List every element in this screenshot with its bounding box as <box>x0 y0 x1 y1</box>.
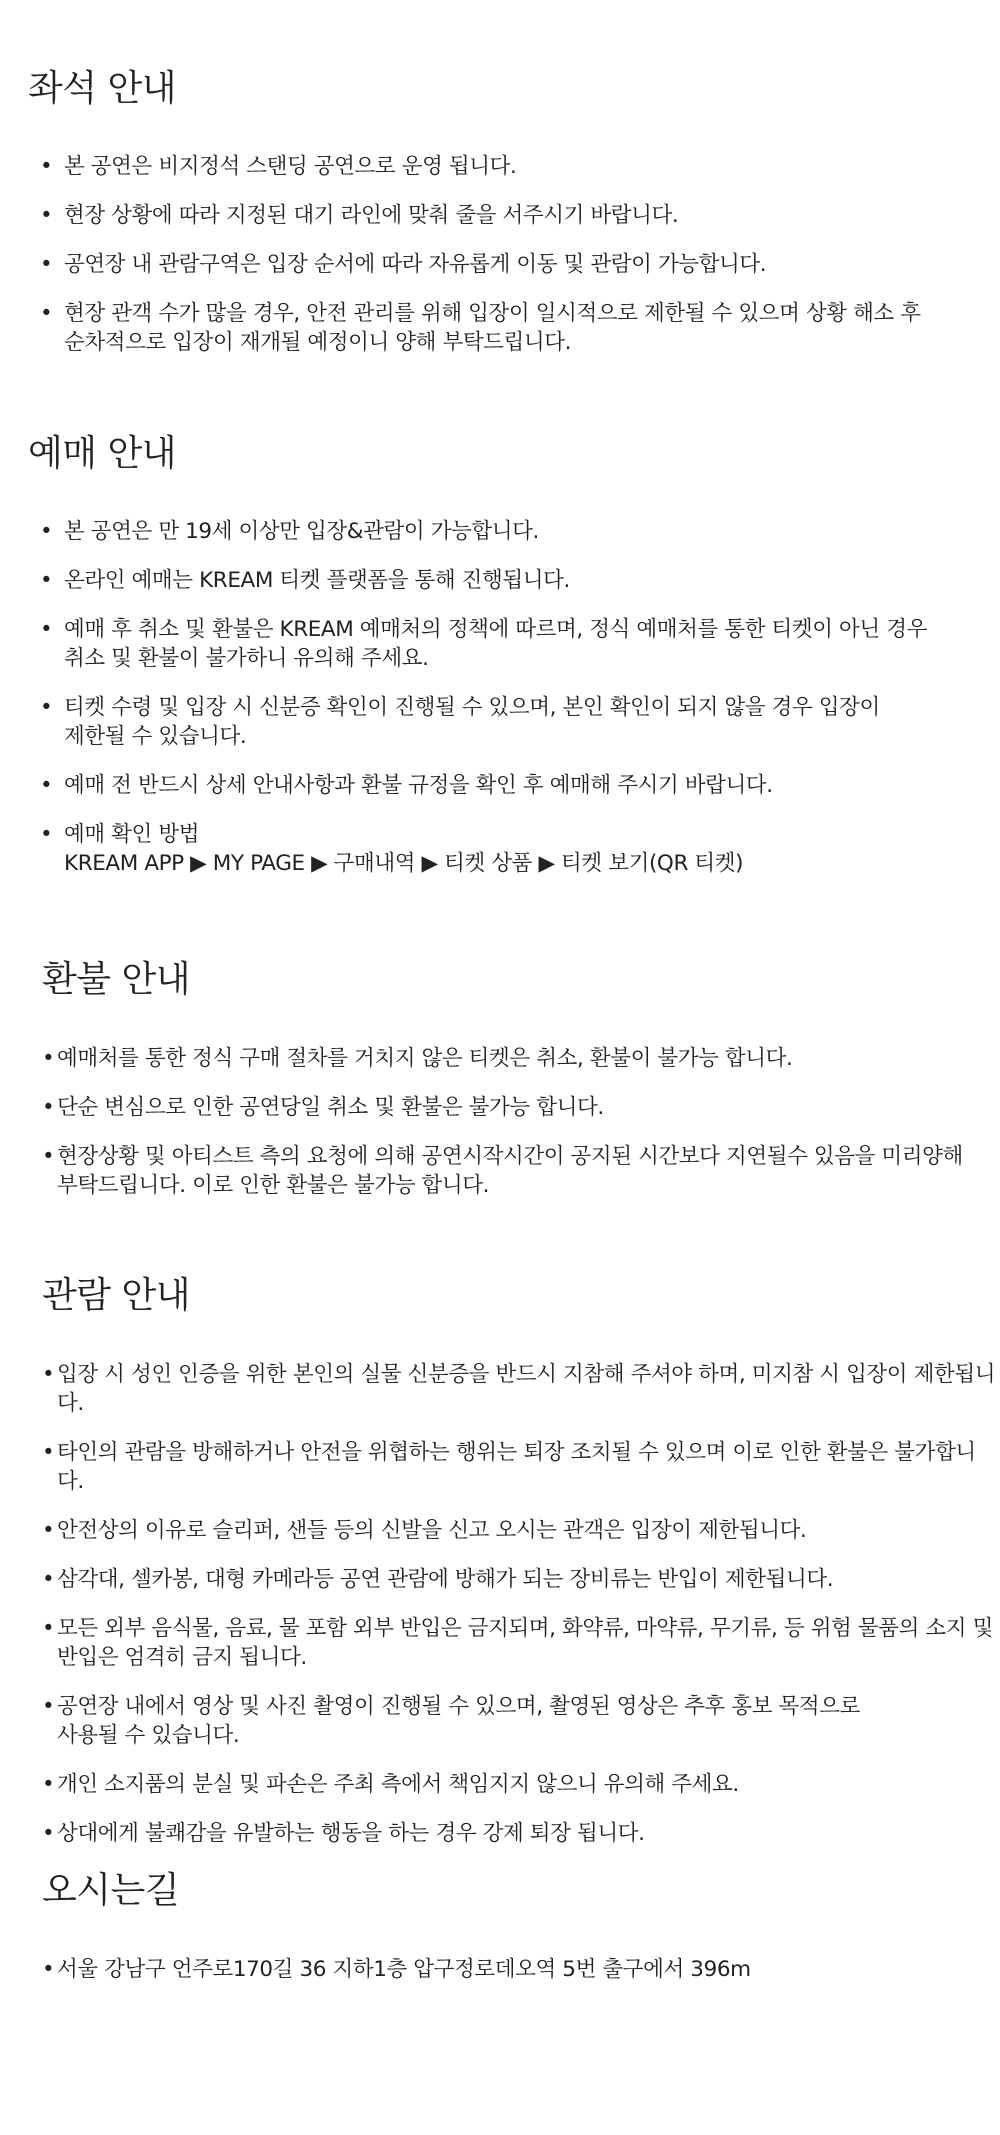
list-item: • 타인의 관람을 방해하거나 안전을 위협하는 행위는 퇴장 조치될 수 있으며 이로 인한 환불은 불가합니다. <box>42 1440 976 1494</box>
bullet-icon: • <box>42 1095 55 1120</box>
list-item: • 예매 전 반드시 상세 안내사항과 환불 규정을 확인 후 예매해 주시기 바랍니다. <box>40 773 773 798</box>
bullet-icon: • <box>42 1046 55 1071</box>
section-title: 좌석 안내 <box>28 68 177 109</box>
bullet-icon: • <box>40 773 53 798</box>
section-ticketing <box>0 432 1000 898</box>
list-item: • 삼각대, 셀카봉, 대형 카메라등 공연 관람에 방해가 되는 장비류는 반입이 제한됩니다. <box>42 1567 834 1592</box>
section-title: 예매 안내 <box>28 433 177 474</box>
bullet-icon: • <box>40 695 53 720</box>
bullet-icon: • <box>40 203 53 228</box>
list-item: • 티켓 수령 및 입장 시 신분증 확인이 진행될 수 있으며, 본인 확인이 되지 않을 경우 입장이 제한될 수 있습니다. <box>40 695 880 749</box>
bullet-list <box>0 517 1000 878</box>
list-item: • 안전상의 이유로 슬리퍼, 샌들 등의 신발을 신고 오시는 관객은 입장이 제한됩니다. <box>42 1518 807 1543</box>
bullet-icon: • <box>42 1567 55 1592</box>
section-title: 환불 안내 <box>42 959 191 1000</box>
list-item: • 단순 변심으로 인한 공연당일 취소 및 환불은 불가능 합니다. <box>42 1095 604 1120</box>
bullet-icon: • <box>40 822 53 847</box>
bullet-icon: • <box>42 1144 55 1169</box>
list-item: • 현장상황 및 아티스트 측의 요청에 의해 공연시작시간이 공지된 시간보다 지연될수 있음을 미리양해 부탁드립니다. 이로 인한 환불은 불가능 합니다. <box>42 1144 963 1198</box>
section-viewing <box>0 1274 1000 1868</box>
bullet-icon: • <box>42 1957 55 1982</box>
list-item: • 온라인 예매는 KREAM 티켓 플랫폼을 통해 진행됩니다. <box>40 568 570 593</box>
bullet-icon: • <box>42 1362 55 1387</box>
bullet-icon: • <box>40 252 53 277</box>
list-item: • 공연장 내 관람구역은 입장 순서에 따라 자유롭게 이동 및 관람이 가능합니다. <box>40 252 767 277</box>
list-item: • 입장 시 성인 인증을 위한 본인의 실물 신분증을 반드시 지참해 주셔야 하며, 미지참 시 입장이 제한됩니다. <box>42 1362 996 1416</box>
bullet-list <box>0 1360 1000 1848</box>
list-item: • 본 공연은 비지정석 스탠딩 공연으로 운영 됩니다. <box>40 154 517 179</box>
bullet-icon: • <box>42 1694 55 1719</box>
bullet-icon: • <box>40 154 53 179</box>
list-item: • 개인 소지품의 분실 및 파손은 주최 측에서 책임지지 않으니 유의해 주세요. <box>42 1772 739 1797</box>
list-item: • 현장 관객 수가 많을 경우, 안전 관리를 위해 입장이 일시적으로 제한될 수 있으며 상황 해소 후 순차적으로 입장이 재개될 예정이니 양해 부탁드립니다. <box>40 301 921 355</box>
section-seating <box>0 67 1000 377</box>
list-item: • 예매처를 통한 정식 구매 절차를 거치지 않은 티켓은 취소, 환불이 불가능 합니다. <box>42 1046 793 1071</box>
list-item: • 본 공연은 만 19세 이상만 입장&관람이 가능합니다. <box>40 519 539 544</box>
list-item: • 예매 확인 방법 KREAM APP ▶ MY PAGE ▶ 구매내역 ▶ 티켓 상품 ▶ 티켓 보기(QR 티켓) <box>40 822 744 876</box>
bullet-icon: • <box>40 568 53 593</box>
list-item: • 공연장 내에서 영상 및 사진 촬영이 진행될 수 있으며, 촬영된 영상은 추후 홍보 목적으로 사용될 수 있습니다. <box>42 1694 860 1748</box>
bullet-icon: • <box>42 1440 55 1465</box>
list-item: • 서울 강남구 언주로170길 36 지하1층 압구정로데오역 5번 출구에서 396m <box>42 1957 751 1982</box>
bullet-icon: • <box>40 617 53 642</box>
bullet-icon: • <box>40 301 53 326</box>
bullet-icon: • <box>42 1821 55 1846</box>
bullet-icon: • <box>42 1616 55 1641</box>
section-directions <box>0 1869 1000 2004</box>
bullet-icon: • <box>40 519 53 544</box>
bullet-list <box>0 1044 1000 1200</box>
list-item: • 모든 외부 음식물, 음료, 물 포함 외부 반입은 금지되며, 화약류, 마약류, 무기류, 등 위험 물품의 소지 및 반입은 엄격히 금지 됩니다. <box>42 1616 993 1670</box>
bullet-list <box>0 1955 1000 1984</box>
section-title: 관람 안내 <box>42 1275 191 1316</box>
list-item: • 상대에게 불쾌감을 유발하는 행동을 하는 경우 강제 퇴장 됩니다. <box>42 1821 645 1846</box>
bullet-icon: • <box>42 1772 55 1797</box>
bullet-icon: • <box>42 1518 55 1543</box>
section-refund <box>0 958 1000 1220</box>
section-title: 오시는길 <box>42 1870 180 1911</box>
list-item: • 예매 후 취소 및 환불은 KREAM 예매처의 정책에 따르며, 정식 예매처를 통한 티켓이 아닌 경우 취소 및 환불이 불가하니 유의해 주세요. <box>40 617 927 671</box>
list-item: • 현장 상황에 따라 지정된 대기 라인에 맞춰 줄을 서주시기 바랍니다. <box>40 203 679 228</box>
bullet-list <box>0 152 1000 357</box>
